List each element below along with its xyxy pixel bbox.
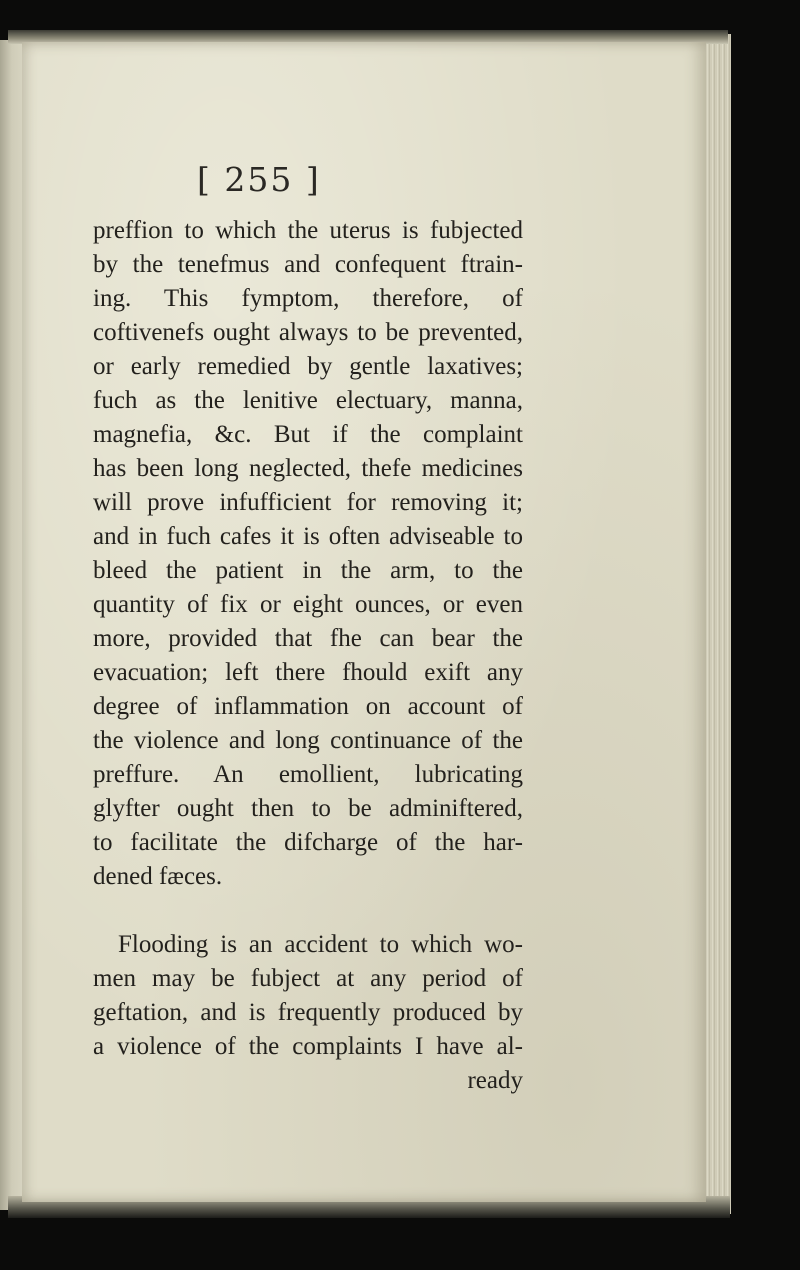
- text-line: by the tenefmus and confequent ftrain-: [93, 251, 523, 278]
- text-line: ing. This fymptom, therefore, of: [93, 285, 523, 312]
- text-line: has been long neglected, thefe medicines: [93, 455, 523, 482]
- text-line: geftation, and is frequently produced by: [93, 999, 523, 1026]
- text-line: more, provided that fhe can bear the: [93, 625, 523, 652]
- text-line: preffion to which the uterus is fubjected: [93, 217, 523, 244]
- text-line: a violence of the complaints I have al-: [93, 1033, 523, 1060]
- text-line: will prove infufficient for removing it;: [93, 489, 523, 516]
- text-line: men may be fubject at any period of: [93, 965, 523, 992]
- text-line: bleed the patient in the arm, to the: [93, 557, 523, 584]
- text-line: Flooding is an accident to which wo-: [118, 931, 523, 958]
- text-line: the violence and long continuance of the: [93, 727, 523, 754]
- text-line: or early remedied by gentle laxatives;: [93, 353, 523, 380]
- text-line: and in fuch cafes it is often adviseable to: [93, 523, 523, 550]
- text-line: to facilitate the difcharge of the har-: [93, 829, 523, 856]
- text-line: glyfter ought then to be adminiftered,: [93, 795, 523, 822]
- text-line: quantity of fix or eight ounces, or even: [93, 591, 523, 618]
- text-line: evacuation; left there fhould exift any: [93, 659, 523, 686]
- text-line: preffure. An emollient, lubricating: [93, 761, 523, 788]
- text-line: magnefia, &c. But if the complaint: [93, 421, 523, 448]
- text-line: coftivenefs ought always to be prevented,: [93, 319, 523, 346]
- text-line: degree of inflammation on account of: [93, 693, 523, 720]
- text-line: fuch as the lenitive electuary, manna,: [93, 387, 523, 414]
- page-number: [ 255 ]: [197, 160, 321, 199]
- catchword: ready: [467, 1067, 523, 1094]
- text-line: dened fæces.: [93, 863, 223, 890]
